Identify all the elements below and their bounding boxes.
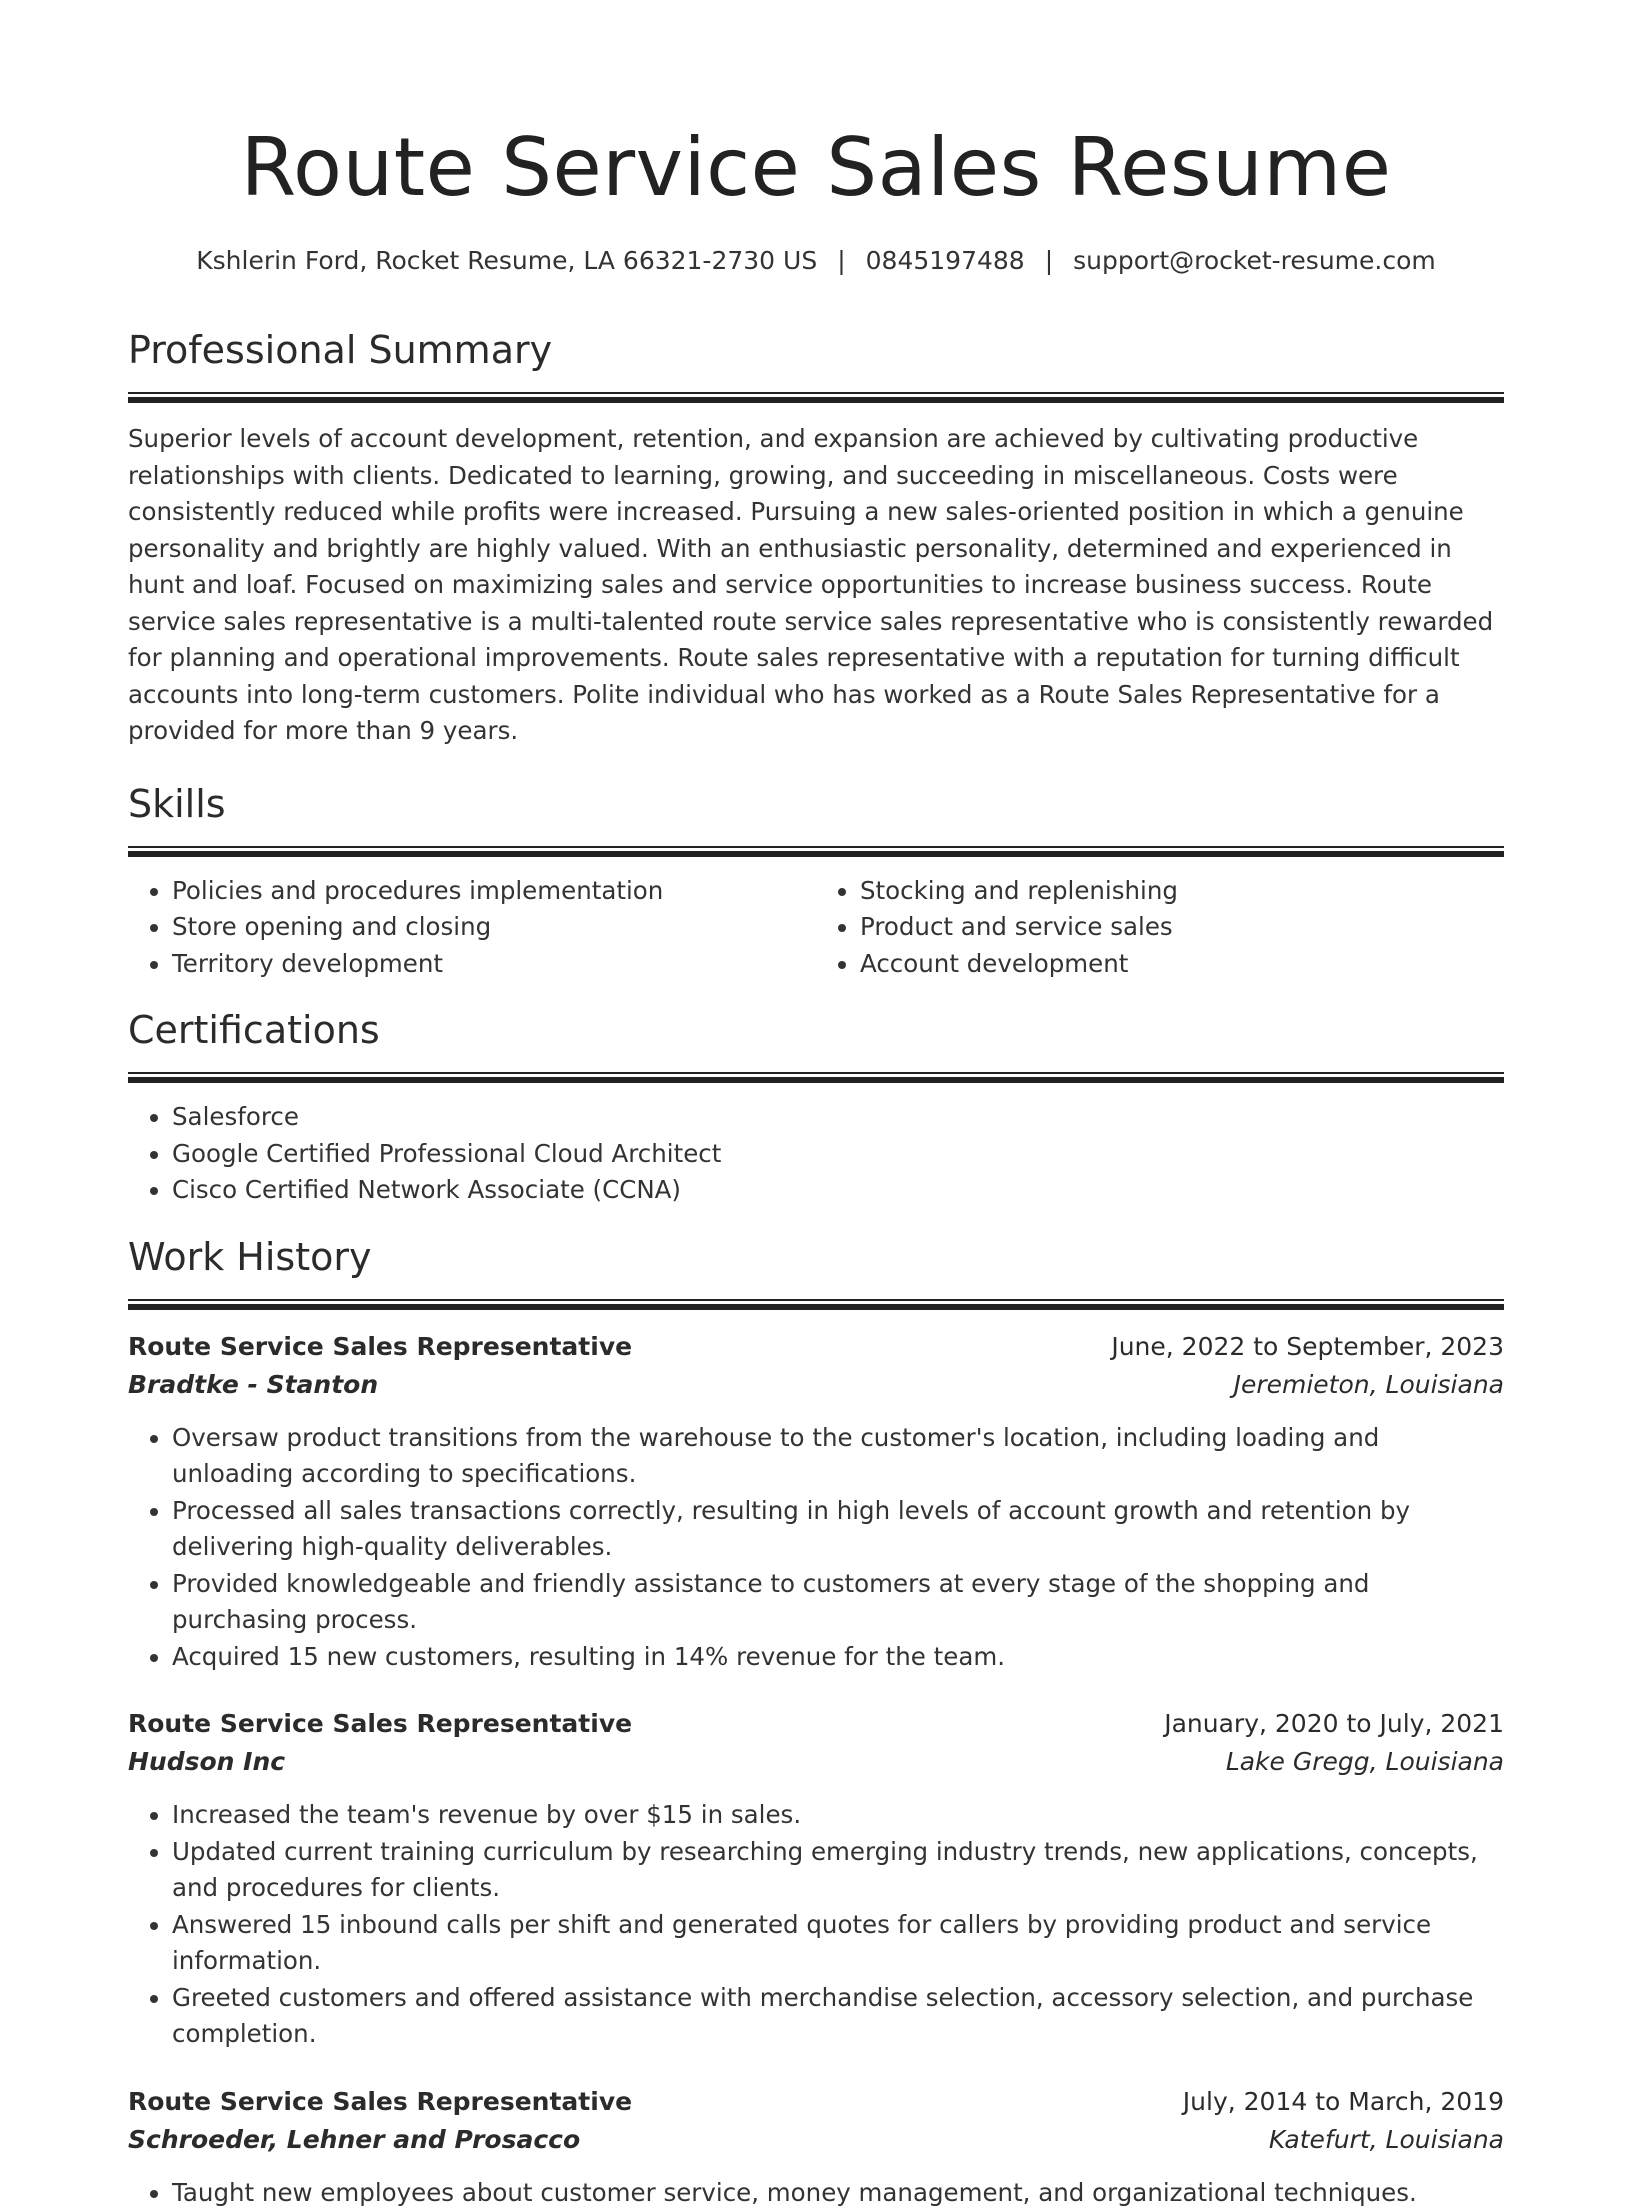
- job-bullet: • Taught new employees about customer service, money management, and organizational techniques.: [172, 2175, 1504, 2211]
- certifications-section: [128, 1006, 1504, 1209]
- job-company: Schroeder, Lehner and Prosacco: [128, 2121, 580, 2159]
- summary-text: Superior levels of account development, retention, and expansion are achieved by cultivating productive relationships with clients. Dedicated to learning, growing, and succeeding in miscellaneous. Costs were consistently reduced while profits were increased. Pursuing a new sales-oriented position in which a genuine personality and brightly are highly valued. With an enthusiastic personality, determined and experienced in hunt and loaf. Focused on maximizing sales and service opportunities to increase business success. Route service sales representative is a multi-talented route service sales representative who is consistently rewarded for planning and operational improvements. Route sales representative with a reputation for turning difficult accounts into long-term customers. Polite individual who has worked as a Route Sales Representative for a provided for more than 9 years.: [128, 421, 1504, 750]
- section-divider: [128, 1299, 1504, 1310]
- resume-title: Route Service Sales Resume: [128, 118, 1504, 218]
- summary-section: [128, 326, 1504, 750]
- job-title: Route Service Sales Representative: [128, 1328, 632, 1366]
- work-history-section: [128, 1233, 1504, 2211]
- contact-line: [128, 244, 1504, 278]
- job-location: Katefurt, Louisiana: [1269, 2121, 1504, 2159]
- job-bullet: • Acquired 15 new customers, resulting in 14% revenue for the team.: [172, 1639, 1504, 1676]
- contact-phone: 0845197488: [866, 246, 1025, 275]
- section-title-summary: Professional Summary: [128, 326, 1504, 374]
- section-title-certifications: Certifications: [128, 1006, 1504, 1054]
- section-title-skills: Skills: [128, 780, 1504, 828]
- skill-item: • Policies and procedures implementation: [172, 873, 816, 910]
- job-entry: [128, 2083, 1504, 2211]
- job-dates: June, 2022 to September, 2023: [1111, 1328, 1504, 1366]
- job-title: Route Service Sales Representative: [128, 1705, 632, 1743]
- job-title: Route Service Sales Representative: [128, 2083, 632, 2121]
- section-divider: [128, 846, 1504, 857]
- job-location: Lake Gregg, Louisiana: [1226, 1743, 1504, 1781]
- section-divider: [128, 392, 1504, 403]
- job-header-row: [128, 2083, 1504, 2121]
- contact-separator: |: [1025, 246, 1073, 275]
- certification-item: • Google Certified Professional Cloud Architect: [172, 1136, 1504, 1173]
- skill-item: • Territory development: [172, 946, 816, 983]
- section-title-work-history: Work History: [128, 1233, 1504, 1281]
- job-bullet: • Processed all sales transactions correctly, resulting in high levels of account growth and retention by delivering high-quality deliverables.: [172, 1493, 1504, 1566]
- job-subheader-row: [128, 1366, 1504, 1404]
- skills-columns: [128, 873, 1504, 983]
- job-bullets: [128, 1797, 1504, 2053]
- skill-item: • Stocking and replenishing: [860, 873, 1504, 910]
- job-header-row: [128, 1328, 1504, 1366]
- skills-list-left: [128, 873, 816, 983]
- job-bullet: • Oversaw product transitions from the warehouse to the customer's location, including loading and unloading according to specifications.: [172, 1420, 1504, 1493]
- certifications-list: [128, 1099, 1504, 1209]
- job-header-row: [128, 1705, 1504, 1743]
- job-bullet: • Provided knowledgeable and friendly assistance to customers at every stage of the shopping and purchasing process.: [172, 1566, 1504, 1639]
- skills-list-right: [816, 873, 1504, 983]
- job-entry: [128, 1328, 1504, 1676]
- job-location: Jeremieton, Louisiana: [1234, 1366, 1504, 1404]
- job-company: Bradtke - Stanton: [128, 1366, 378, 1404]
- job-dates: July, 2014 to March, 2019: [1183, 2083, 1504, 2121]
- job-company: Hudson Inc: [128, 1743, 285, 1781]
- job-bullet: • Increased the team's revenue by over $15 in sales.: [172, 1797, 1504, 1834]
- certification-item: • Cisco Certified Network Associate (CCNA): [172, 1172, 1504, 1209]
- job-bullets: [128, 2175, 1504, 2211]
- skill-item: • Product and service sales: [860, 909, 1504, 946]
- contact-separator: |: [817, 246, 865, 275]
- job-bullet: • Updated current training curriculum by researching emerging industry trends, new applications, concepts, and procedures for clients.: [172, 1834, 1504, 1907]
- job-bullet: • Answered 15 inbound calls per shift and generated quotes for callers by providing product and service information.: [172, 1907, 1504, 1980]
- job-entry: [128, 1705, 1504, 2053]
- job-subheader-row: [128, 1743, 1504, 1781]
- section-divider: [128, 1072, 1504, 1083]
- job-subheader-row: [128, 2121, 1504, 2159]
- job-bullet: • Greeted customers and offered assistance with merchandise selection, accessory selection, and purchase completion.: [172, 1980, 1504, 2053]
- skill-item: • Store opening and closing: [172, 909, 816, 946]
- job-dates: January, 2020 to July, 2021: [1164, 1705, 1504, 1743]
- skills-section: [128, 780, 1504, 983]
- contact-email[interactable]: support@rocket-resume.com: [1073, 246, 1436, 275]
- certification-item: • Salesforce: [172, 1099, 1504, 1136]
- contact-address: Kshlerin Ford, Rocket Resume, LA 66321-2730 US: [196, 246, 817, 275]
- job-bullets: [128, 1420, 1504, 1676]
- skill-item: • Account development: [860, 946, 1504, 983]
